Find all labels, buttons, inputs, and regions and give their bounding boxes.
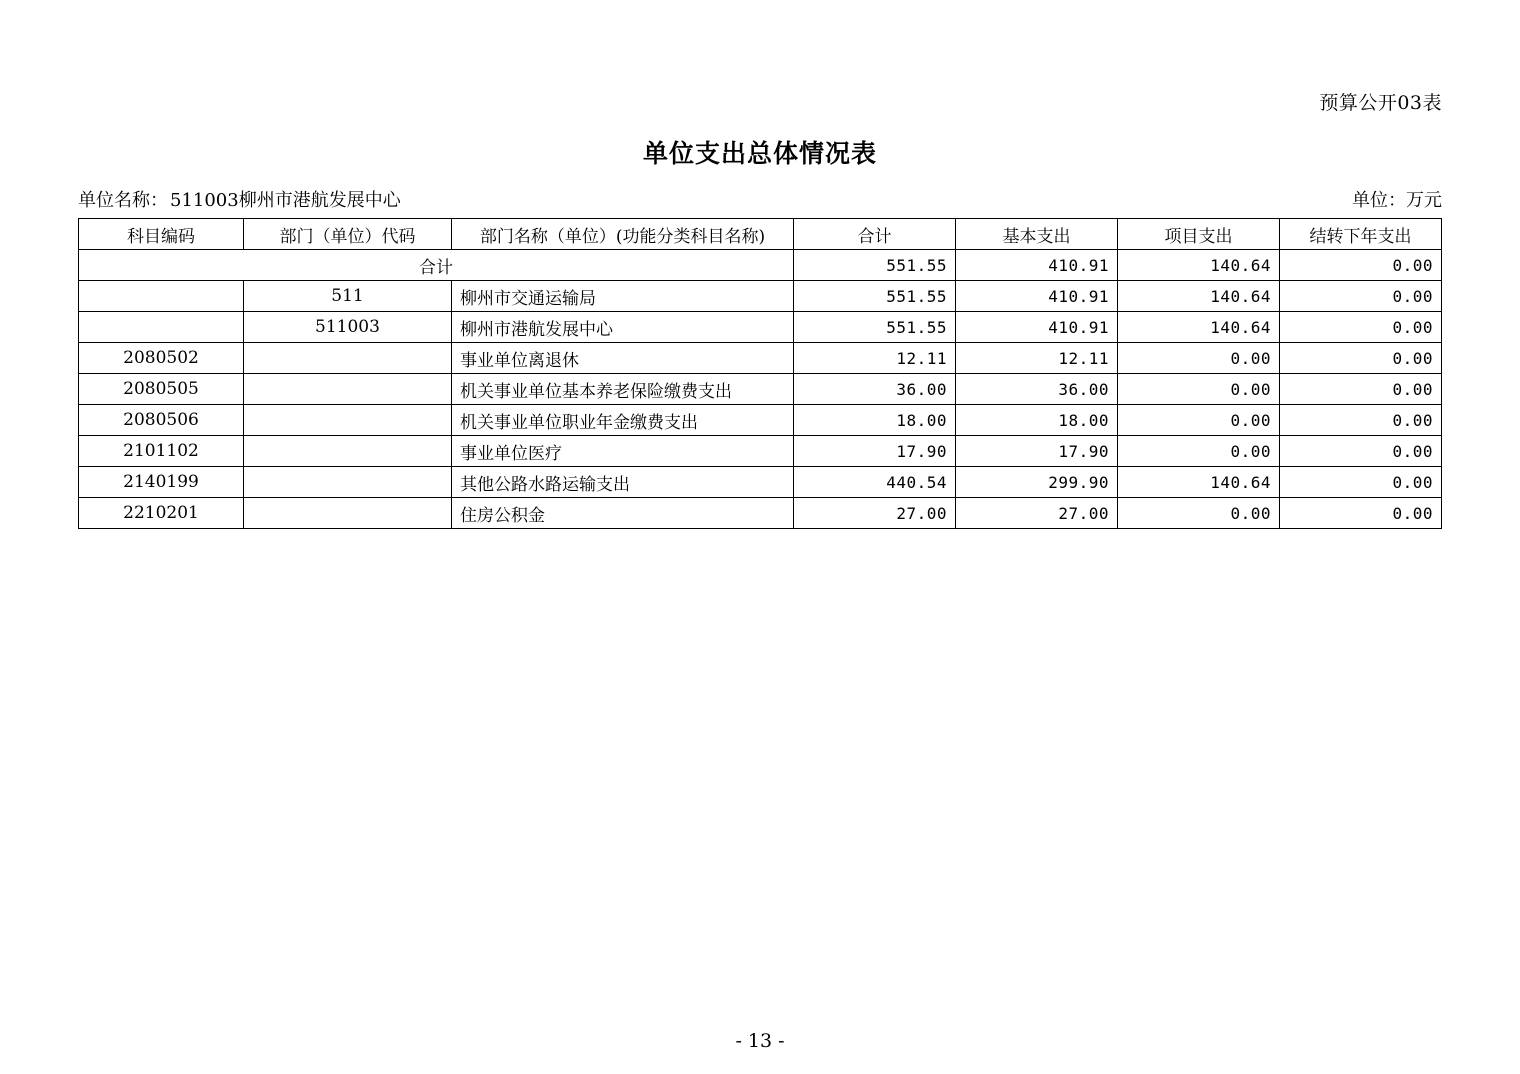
cell-project: 0.00: [1118, 374, 1280, 405]
column-header-project: 项目支出: [1118, 219, 1280, 250]
cell-carryover: 0.00: [1280, 405, 1442, 436]
cell-carryover: 0.00: [1280, 250, 1442, 281]
cell-total: 440.54: [794, 467, 956, 498]
table-row: [79, 281, 1442, 312]
unit-name-value: 511003柳州市港航发展中心: [170, 190, 401, 211]
cell-total: 551.55: [794, 312, 956, 343]
table-row: [79, 467, 1442, 498]
column-header-subject-code: 科目编码: [79, 219, 244, 250]
form-code-label: 预算公开03表: [1319, 92, 1442, 114]
cell-project: 140.64: [1118, 467, 1280, 498]
cell-dept-name: 机关事业单位基本养老保险缴费支出: [452, 374, 794, 405]
table-row: [79, 343, 1442, 374]
cell-basic: 18.00: [956, 405, 1118, 436]
table-header-row: [79, 219, 1442, 250]
cell-subject-code: 2210201: [79, 498, 244, 529]
table-row: [79, 250, 1442, 281]
cell-dept-name: 事业单位医疗: [452, 436, 794, 467]
cell-dept-name: 其他公路水路运输支出: [452, 467, 794, 498]
cell-dept-code: [244, 405, 452, 436]
column-header-dept-name: 部门名称（单位）(功能分类科目名称): [452, 219, 794, 250]
table-row: [79, 436, 1442, 467]
cell-dept-code: [244, 374, 452, 405]
column-header-dept-code: 部门（单位）代码: [244, 219, 452, 250]
cell-subject-code: 2080505: [79, 374, 244, 405]
cell-basic: 27.00: [956, 498, 1118, 529]
cell-carryover: 0.00: [1280, 312, 1442, 343]
cell-carryover: 0.00: [1280, 498, 1442, 529]
column-header-basic: 基本支出: [956, 219, 1118, 250]
amount-unit-label: 单位：万元: [1352, 190, 1442, 211]
table-meta-row: [78, 186, 1442, 212]
cell-dept-name: 机关事业单位职业年金缴费支出: [452, 405, 794, 436]
table-header: [79, 219, 1442, 250]
cell-total: 17.90: [794, 436, 956, 467]
table-row: [79, 405, 1442, 436]
page-number: - 13 -: [735, 1030, 785, 1052]
cell-project: 0.00: [1118, 405, 1280, 436]
expenditure-table: [78, 218, 1442, 529]
table-row: [79, 374, 1442, 405]
cell-basic: 299.90: [956, 467, 1118, 498]
cell-dept-code: 511: [244, 281, 452, 312]
column-header-total: 合计: [794, 219, 956, 250]
cell-basic: 410.91: [956, 281, 1118, 312]
cell-subject-code: 2101102: [79, 436, 244, 467]
cell-dept-code: [244, 343, 452, 374]
cell-total: 18.00: [794, 405, 956, 436]
cell-subject-code: [79, 312, 244, 343]
cell-subject-code: 2080506: [79, 405, 244, 436]
cell-carryover: 0.00: [1280, 467, 1442, 498]
column-header-carryover: 结转下年支出: [1280, 219, 1442, 250]
cell-total: 36.00: [794, 374, 956, 405]
page-title: 单位支出总体情况表: [642, 139, 877, 168]
cell-project: 140.64: [1118, 281, 1280, 312]
cell-subject-code: 2080502: [79, 343, 244, 374]
cell-project: 0.00: [1118, 498, 1280, 529]
unit-name-label: 单位名称：: [78, 190, 168, 211]
cell-project: 140.64: [1118, 250, 1280, 281]
table-row: [79, 498, 1442, 529]
cell-project: 140.64: [1118, 312, 1280, 343]
cell-dept-code: 511003: [244, 312, 452, 343]
cell-basic: 12.11: [956, 343, 1118, 374]
cell-dept-code: [244, 436, 452, 467]
cell-carryover: 0.00: [1280, 281, 1442, 312]
cell-basic: 17.90: [956, 436, 1118, 467]
cell-basic: 410.91: [956, 250, 1118, 281]
cell-carryover: 0.00: [1280, 343, 1442, 374]
cell-project: 0.00: [1118, 343, 1280, 374]
cell-dept-name: 事业单位离退休: [452, 343, 794, 374]
table-body: [79, 250, 1442, 529]
cell-project: 0.00: [1118, 436, 1280, 467]
cell-dept-code: [244, 467, 452, 498]
table-row: [79, 312, 1442, 343]
cell-total: 27.00: [794, 498, 956, 529]
cell-basic: 410.91: [956, 312, 1118, 343]
unit-name-block: [78, 186, 401, 212]
cell-total: 12.11: [794, 343, 956, 374]
cell-carryover: 0.00: [1280, 436, 1442, 467]
cell-carryover: 0.00: [1280, 374, 1442, 405]
cell-dept-name: 柳州市港航发展中心: [452, 312, 794, 343]
cell-basic: 36.00: [956, 374, 1118, 405]
row-total-label: 合计: [79, 250, 794, 281]
cell-subject-code: 2140199: [79, 467, 244, 498]
cell-dept-name: 住房公积金: [452, 498, 794, 529]
cell-dept-code: [244, 498, 452, 529]
cell-total: 551.55: [794, 281, 956, 312]
cell-dept-name: 柳州市交通运输局: [452, 281, 794, 312]
cell-subject-code: [79, 281, 244, 312]
cell-total: 551.55: [794, 250, 956, 281]
